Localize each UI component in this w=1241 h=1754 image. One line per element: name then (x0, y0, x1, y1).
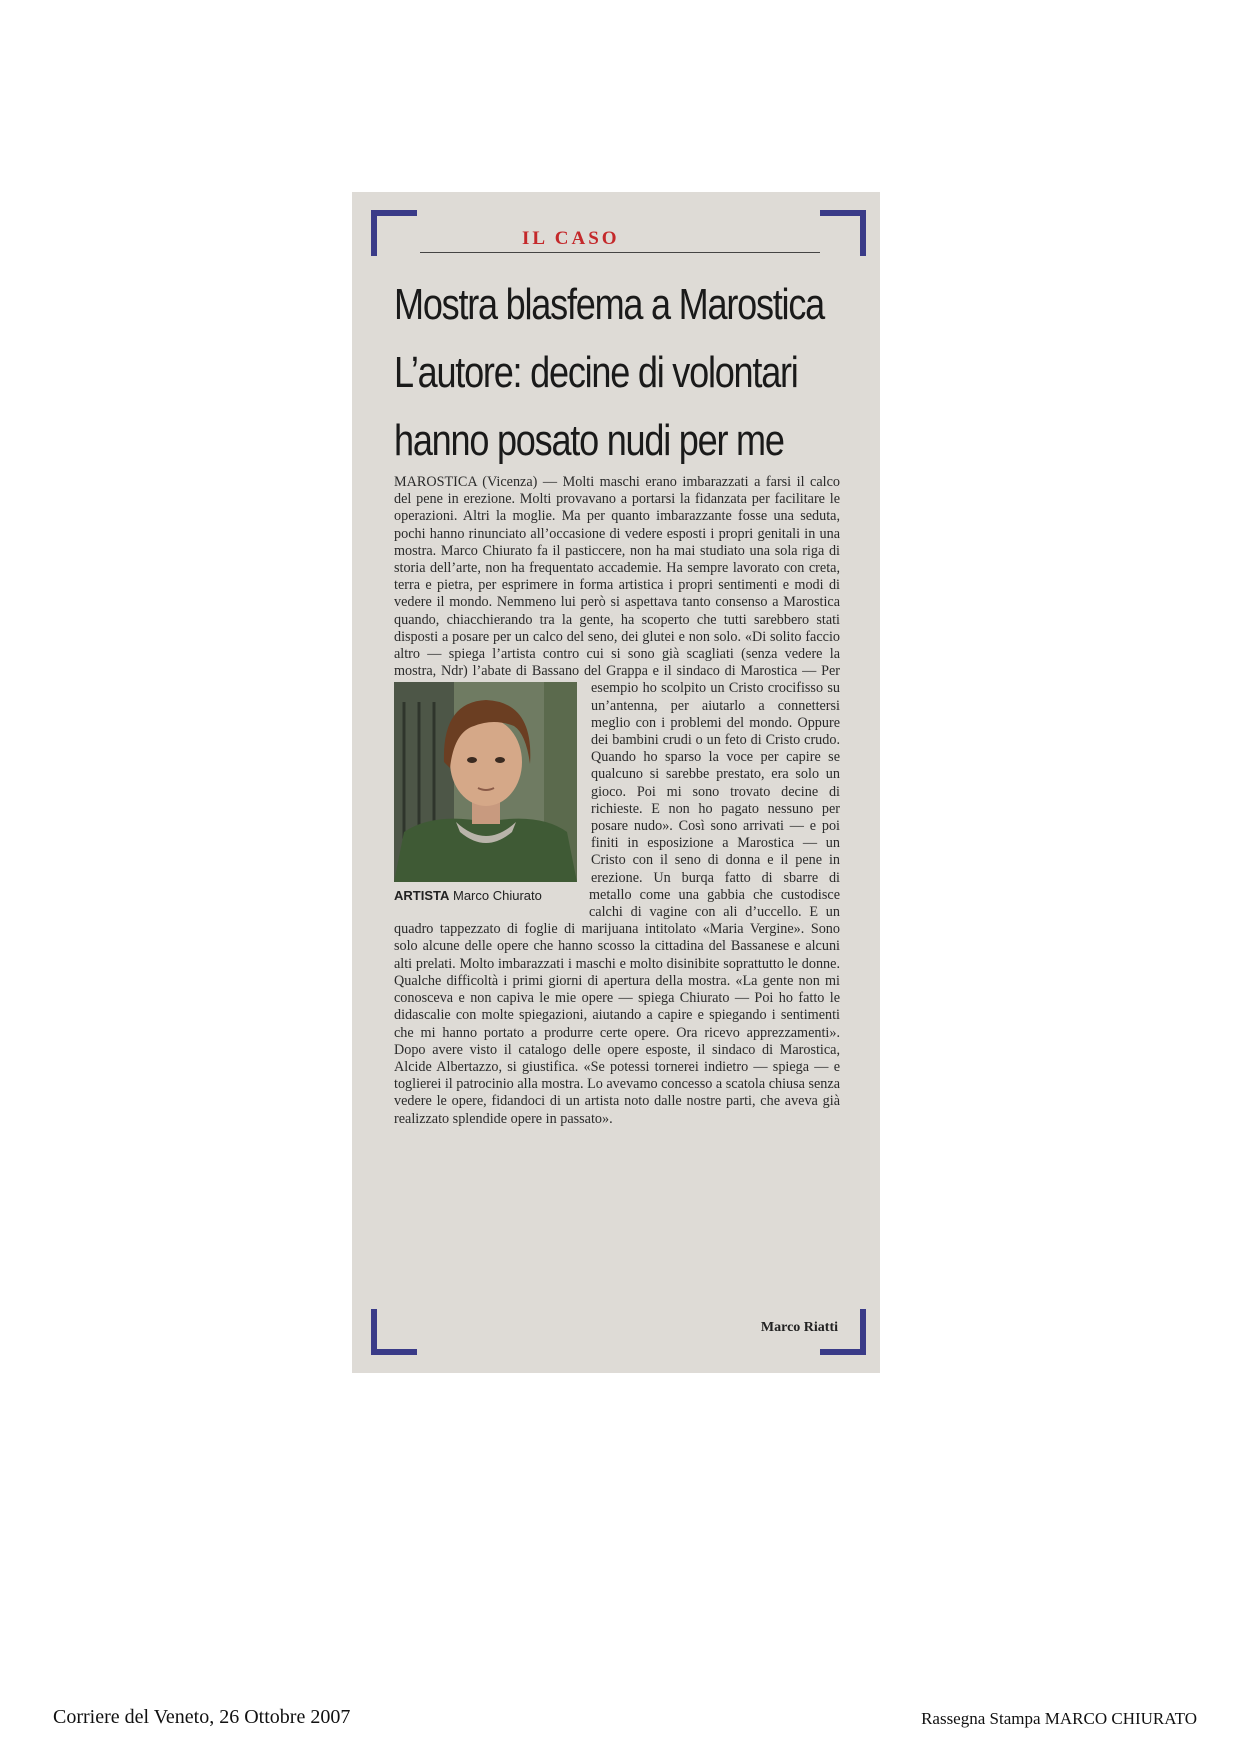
article-body-wrap: crocifisso su un’antenna, per aiutarlo a connettersi meglio con i problemi del mondo. Oppure dei bambini crudi o un feto di Cristo crudo. Quando ho sparso la voce per capire se qualcuno si sarebbe prestato, era solo un gioco. Poi mi sono trovato decine di richieste. E non ho pagato nessuno per posare nudo». Così sono arrivati — e poi finiti in esposizione a Marostica — un Cristo con il seno di donna e il pene in erezione. Un burqa fatto di sbarre di metallo come una gabbia che custodisce calchi di vagine con ali d’uccello. E un quadro tappezzato di foglie di marijuana intitolato «Maria Vergine». Sono solo alcune delle opere che hanno scosso la cittadina del Bassanese e alcuni alti prelati. Molto imbarazzati i maschi e molto disinibite soprattutto le donne. Qualche difficoltà i primi giorni di apertura della mostra. «La gente non mi conosceva e non capiva le mie opere — spiega Chiurato — Poi ho fatto le didascalie con molte spiegazioni, aiutando a capire e spiegando i sentimenti che mi hanno portato a produrre certe opere. Ora ricevo apprezzamenti». Dopo avere visto il catalogo delle opere esposte, il sindaco di Marostica, Alcide Albertazzo, si giustifica. «Se potessi tornerei indietro — spiega — e toglierei il patrocinio alla mostra. Lo avevamo concesso a scatola chiusa senza vedere le opere, fidandoci di un artista noto dalle nostre parti, che aveva già realizzato splendide opere in passato». (394, 680, 840, 1127)
article-body (394, 474, 840, 1128)
portrait-image (394, 682, 577, 882)
corner-mark-top-right (820, 210, 866, 256)
newspaper-clipping (352, 192, 880, 1373)
kicker-rule (420, 228, 820, 253)
headline (394, 271, 824, 475)
headline-line-1: Mostra blasfema a Marostica (394, 280, 824, 329)
artist-photo (394, 682, 577, 882)
headline-line-3: hanno posato nudi per me (394, 416, 784, 465)
footer-collection: Rassegna Stampa MARCO CHIURATO (921, 1709, 1197, 1728)
kicker-label: IL CASO (512, 228, 630, 250)
footer-source: Corriere del Veneto, 26 Ottobre 2007 (53, 1706, 351, 1728)
photo-caption (394, 888, 589, 904)
headline-line-2: L’autore: decine di volontari (394, 348, 798, 397)
caption-label: ARTISTA (394, 888, 450, 904)
article-body-top: MAROSTICA (Vicenza) — Molti maschi erano imbarazzati a farsi il calco del pene in erezione. Molti provavano a portarsi la fidanzata per facilitare le operazioni. Altri la moglie. Ma per quanto imbarazzante fosse una seduta, pochi hanno rinunciato all’occasione di vedere esposti i propri genitali in una mostra. Marco Chiurato fa il pasticcere, non ha mai studiato una sola riga di storia dell’arte, non ha frequentato accademie. Ha sempre lavorato con creta, terra e pietra, per esprimere in forma artistica i propri sentimenti e modi di vedere il mondo. Nemmeno lui però si aspettava tanto consenso a Marostica quando, chiacchierando tra la gente, ha scoperto che tutti sarebbero stati disposti a posare per un calco del seno, dei glutei e non solo. «Di solito faccio altro — spiega l’artista contro cui si sono già scagliati (senza vedere la mostra, Ndr) l’abate di Bassano del Grappa e il sindaco di Marostica — Per esempio ho scolpito un Cristo (394, 474, 840, 697)
caption-name: Marco Chiurato (453, 888, 542, 904)
article-author: Marco Riatti (760, 1320, 838, 1335)
corner-mark-bottom-left (371, 1309, 417, 1355)
corner-mark-top-left (371, 210, 417, 256)
